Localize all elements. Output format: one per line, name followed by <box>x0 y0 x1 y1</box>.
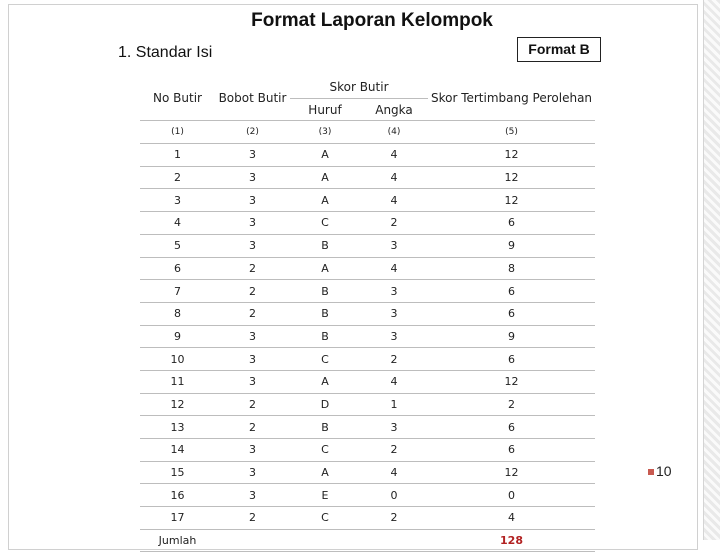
table-cell: 3 <box>360 416 428 439</box>
table-cell: 2 <box>215 507 290 530</box>
header-bobot-butir: Bobot Butir <box>215 76 290 121</box>
header-angka: Angka <box>360 98 428 121</box>
table-cell: 3 <box>215 484 290 507</box>
decorative-border-band <box>703 0 720 540</box>
table-row <box>140 416 595 439</box>
table-cell: 3 <box>215 325 290 348</box>
table-cell: 2 <box>215 257 290 280</box>
table-cell: 2 <box>360 212 428 235</box>
table-cell: 4 <box>360 166 428 189</box>
column-index: (3) <box>290 121 360 144</box>
table-cell: 6 <box>428 416 595 439</box>
header-no-butir: No Butir <box>140 76 215 121</box>
table-cell: 4 <box>360 370 428 393</box>
table-header-row <box>140 76 595 98</box>
table-cell: 14 <box>140 439 215 462</box>
table-cell: 11 <box>140 370 215 393</box>
table-row <box>140 144 595 167</box>
table-row <box>140 212 595 235</box>
table-cell: C <box>290 348 360 371</box>
table-row <box>140 302 595 325</box>
table-row <box>140 280 595 303</box>
table-cell: B <box>290 280 360 303</box>
table-row <box>140 348 595 371</box>
table-row <box>140 461 595 484</box>
table-cell: 0 <box>360 484 428 507</box>
table-cell: 3 <box>215 439 290 462</box>
table-cell: 17 <box>140 507 215 530</box>
table-cell: 3 <box>360 234 428 257</box>
column-index-row <box>140 121 595 144</box>
page-title: Format Laporan Kelompok <box>251 10 493 31</box>
table-cell: 12 <box>428 166 595 189</box>
table-cell: 2 <box>215 393 290 416</box>
header-skor-butir: Skor Butir <box>290 76 428 98</box>
table-cell: 12 <box>428 189 595 212</box>
table-cell: A <box>290 370 360 393</box>
total-label: Jumlah <box>140 529 215 552</box>
table-cell: 3 <box>215 461 290 484</box>
table-body <box>140 144 595 530</box>
table-cell: 3 <box>140 189 215 212</box>
table-cell: B <box>290 325 360 348</box>
total-row <box>140 529 595 552</box>
table-cell: 9 <box>140 325 215 348</box>
table-cell: 4 <box>360 144 428 167</box>
table-cell: 4 <box>360 257 428 280</box>
table-cell: 3 <box>215 189 290 212</box>
column-index: (4) <box>360 121 428 144</box>
table-cell: 2 <box>360 507 428 530</box>
column-index: (1) <box>140 121 215 144</box>
header-huruf: Huruf <box>290 98 360 121</box>
table-cell: 8 <box>428 257 595 280</box>
table-cell: 2 <box>360 439 428 462</box>
table-cell: 2 <box>428 393 595 416</box>
table-cell: 12 <box>428 144 595 167</box>
table-cell: 10 <box>140 348 215 371</box>
table-cell: B <box>290 234 360 257</box>
table-row <box>140 189 595 212</box>
table-cell: 5 <box>140 234 215 257</box>
table-cell: 6 <box>428 439 595 462</box>
table-cell: 2 <box>215 280 290 303</box>
column-index: (5) <box>428 121 595 144</box>
table-cell: 12 <box>428 461 595 484</box>
table-cell: 2 <box>215 416 290 439</box>
table-cell: 3 <box>215 166 290 189</box>
section-heading: 1. Standar Isi <box>118 44 213 61</box>
table-cell: D <box>290 393 360 416</box>
format-badge: Format B <box>517 37 601 62</box>
table-cell: 7 <box>140 280 215 303</box>
table-cell: A <box>290 144 360 167</box>
table-cell: 16 <box>140 484 215 507</box>
total-value: 128 <box>428 529 595 552</box>
table-cell: 12 <box>428 370 595 393</box>
table-row <box>140 439 595 462</box>
column-index: (2) <box>215 121 290 144</box>
table-cell: 13 <box>140 416 215 439</box>
table-cell: 6 <box>428 348 595 371</box>
table-cell: 6 <box>428 280 595 303</box>
table-cell: C <box>290 439 360 462</box>
bullet-icon <box>648 469 654 475</box>
table-cell: 3 <box>215 144 290 167</box>
table-row <box>140 370 595 393</box>
table-cell: 3 <box>360 325 428 348</box>
table-cell: A <box>290 461 360 484</box>
table-cell: 4 <box>360 189 428 212</box>
table-row <box>140 484 595 507</box>
table-cell: 3 <box>215 370 290 393</box>
page-number <box>648 463 672 479</box>
table-cell: A <box>290 189 360 212</box>
table-cell: 2 <box>360 348 428 371</box>
table-cell: 4 <box>360 461 428 484</box>
table-cell: 6 <box>140 257 215 280</box>
table-row <box>140 507 595 530</box>
table-row <box>140 257 595 280</box>
table-cell: 3 <box>215 348 290 371</box>
table-cell: 4 <box>428 507 595 530</box>
table-cell: 9 <box>428 234 595 257</box>
table-cell: C <box>290 212 360 235</box>
table-cell: 2 <box>140 166 215 189</box>
table-cell: 1 <box>360 393 428 416</box>
table-cell: 0 <box>428 484 595 507</box>
table-row <box>140 234 595 257</box>
table-cell: B <box>290 416 360 439</box>
table-cell: 15 <box>140 461 215 484</box>
table-row <box>140 325 595 348</box>
table-cell: 9 <box>428 325 595 348</box>
table-cell: 6 <box>428 212 595 235</box>
table-cell: 3 <box>360 302 428 325</box>
table-cell: 2 <box>215 302 290 325</box>
table-cell: 6 <box>428 302 595 325</box>
table-row <box>140 393 595 416</box>
table-cell: A <box>290 257 360 280</box>
table-cell: 1 <box>140 144 215 167</box>
table-cell: C <box>290 507 360 530</box>
table-cell: B <box>290 302 360 325</box>
score-table <box>140 76 595 552</box>
table-cell: A <box>290 166 360 189</box>
table-cell: 3 <box>215 212 290 235</box>
table-cell: 3 <box>360 280 428 303</box>
table-cell: 4 <box>140 212 215 235</box>
table-cell: 3 <box>215 234 290 257</box>
table-cell: E <box>290 484 360 507</box>
table-row <box>140 166 595 189</box>
table-cell: 8 <box>140 302 215 325</box>
header-skor-tertimbang: Skor Tertimbang Perolehan <box>428 76 595 121</box>
table-cell: 12 <box>140 393 215 416</box>
page-number-text: 10 <box>656 463 672 479</box>
